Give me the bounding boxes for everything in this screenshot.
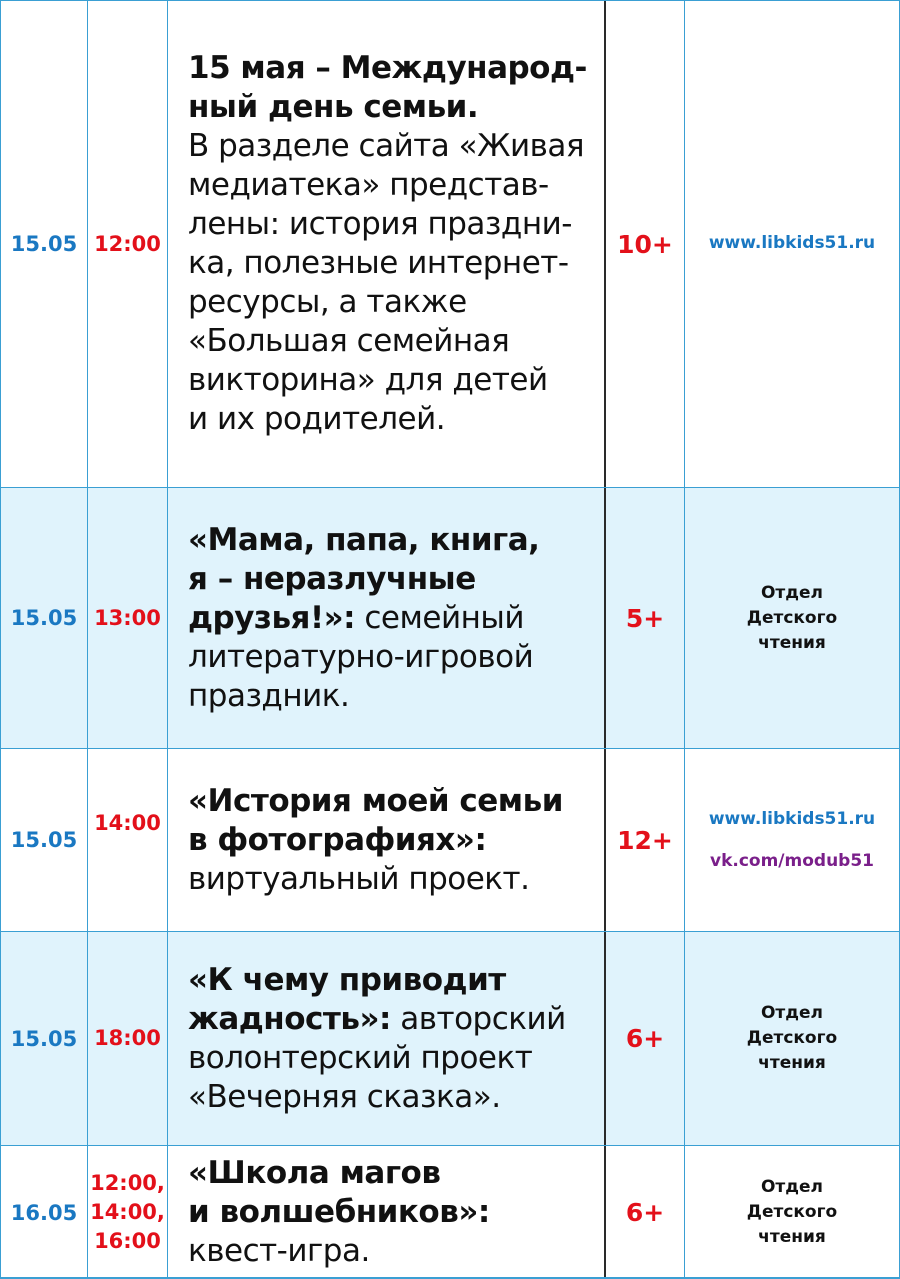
website-link[interactable]: www.libkids51.ru: [708, 809, 876, 829]
event-time: 18:00: [94, 1026, 161, 1050]
table-row: [0, 748, 900, 931]
event-title-line: ный день семьи.: [188, 89, 479, 125]
table-row: [0, 0, 900, 487]
event-title-line: жадность»:: [188, 1000, 391, 1037]
date-cell: [0, 1146, 88, 1279]
event-text-line: «Вечерняя сказка».: [188, 1078, 501, 1115]
age-rating: 12+: [617, 825, 673, 855]
department-name: чтения: [758, 632, 826, 653]
age-cell: [606, 1146, 685, 1279]
description-cell: [168, 749, 606, 931]
event-title-line: «К чему приводит: [188, 961, 506, 998]
place-cell: [685, 749, 900, 931]
event-text-line: виртуальный проект.: [188, 860, 530, 897]
event-description: [168, 1154, 498, 1271]
event-time: 12:00: [94, 231, 161, 256]
description-cell: [168, 488, 606, 748]
age-cell: [606, 932, 685, 1145]
place-cell: [685, 1, 900, 487]
event-time: 16:00: [94, 1229, 161, 1253]
table-row: [0, 931, 900, 1145]
date-cell: [0, 749, 88, 931]
event-time: 12:00,: [90, 1171, 165, 1195]
place-cell: [685, 488, 900, 748]
event-title-line: в фотографиях»:: [188, 821, 487, 858]
website-link[interactable]: www.libkids51.ru: [708, 233, 876, 253]
date-cell: [0, 488, 88, 748]
age-cell: [606, 488, 685, 748]
department-name: Детского: [746, 607, 838, 628]
event-time: 14:00,: [90, 1200, 165, 1224]
event-date: 15.05: [10, 828, 78, 852]
event-title-line: я – неразлучные: [188, 560, 476, 597]
event-text-line: викторина» для детей: [188, 362, 548, 398]
time-cell: [88, 932, 168, 1145]
event-time: 14:00: [94, 811, 161, 835]
department-name: чтения: [758, 1053, 826, 1073]
event-description: [168, 521, 547, 716]
description-cell: [168, 1, 606, 487]
event-text-fragment: семейный: [355, 599, 524, 636]
event-date: 15.05: [10, 1026, 78, 1051]
vk-link[interactable]: vk.com/modub51: [709, 851, 874, 871]
event-title-line: и волшебников»:: [188, 1194, 490, 1230]
event-title-line: «История моей семьи: [188, 782, 563, 819]
event-description: [168, 782, 571, 899]
age-cell: [606, 1, 685, 487]
table-row: [0, 487, 900, 748]
event-text-line: и их родителей.: [188, 401, 446, 437]
event-text-line: ресурсы, а также: [188, 284, 467, 320]
event-text-line: праздник.: [188, 677, 350, 714]
event-text-line: ка, полезные интернет-: [188, 245, 569, 281]
place-cell: [685, 1146, 900, 1279]
age-rating: 6+: [625, 1198, 665, 1227]
event-text-line: «Большая семейная: [188, 323, 510, 359]
event-description: [168, 49, 595, 439]
event-date: 15.05: [10, 606, 78, 630]
event-time: 13:00: [94, 605, 161, 630]
date-cell: [0, 932, 88, 1145]
event-title-line: «Мама, папа, книга,: [188, 521, 540, 558]
department-name: Детского: [746, 1028, 838, 1048]
department-name: Отдел: [760, 1003, 823, 1023]
event-text-fragment: авторский: [390, 1000, 566, 1037]
table-row: [0, 1145, 900, 1279]
event-description: [168, 961, 574, 1117]
event-text-line: В разделе сайта «Живая: [188, 128, 585, 164]
department-name: Отдел: [760, 1177, 823, 1197]
description-cell: [168, 932, 606, 1145]
place-cell: [685, 932, 900, 1145]
age-rating: 6+: [625, 1024, 665, 1053]
event-title-line: друзья!»:: [188, 599, 356, 636]
date-cell: [0, 1, 88, 487]
time-cell: [88, 1, 168, 487]
time-cell: [88, 1146, 168, 1279]
event-text-line: квест-игра.: [188, 1233, 370, 1269]
department-name: чтения: [758, 1227, 826, 1247]
department-name: Детского: [746, 1202, 838, 1222]
event-text-line: медиатека» представ-: [188, 167, 549, 203]
department-name: Отдел: [760, 582, 823, 603]
event-title-line: 15 мая – Международ-: [188, 50, 587, 86]
event-text-line: волонтерский проект: [188, 1039, 533, 1076]
age-cell: [606, 749, 685, 931]
description-cell: [168, 1146, 606, 1279]
event-text-line: литературно-игровой: [188, 638, 534, 675]
event-date: 15.05: [10, 232, 78, 256]
time-cell: [88, 749, 168, 931]
event-title-line: «Школа магов: [188, 1155, 441, 1191]
event-text-line: лены: история праздни-: [188, 206, 572, 242]
event-date: 16.05: [10, 1200, 78, 1225]
age-rating: 10+: [617, 229, 673, 259]
age-rating: 5+: [625, 603, 665, 633]
time-cell: [88, 488, 168, 748]
